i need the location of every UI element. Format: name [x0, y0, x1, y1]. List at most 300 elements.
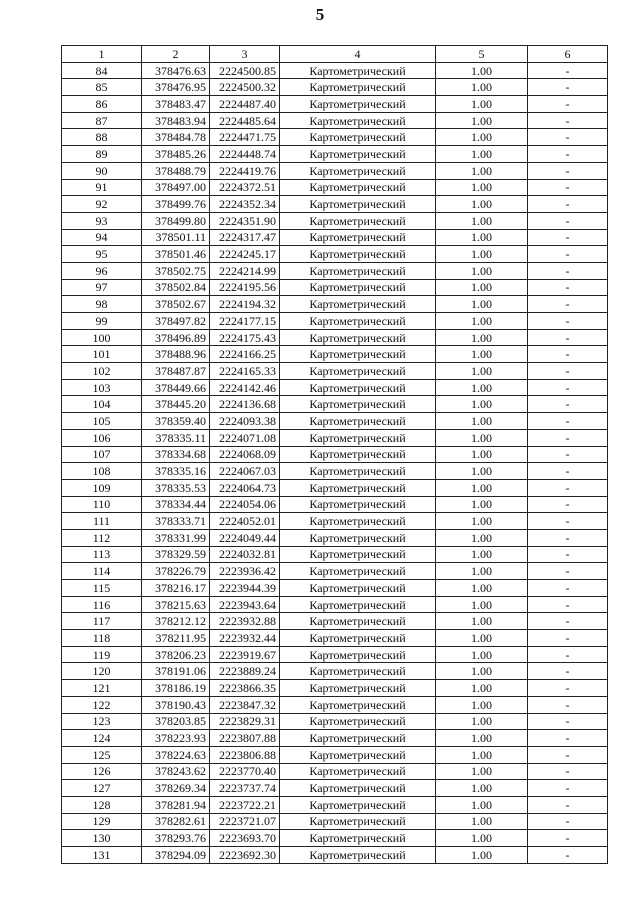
point-number-cell: 89: [62, 146, 142, 163]
y-coordinate-cell: 2223722.21: [210, 796, 280, 813]
table-row: [62, 179, 608, 196]
point-number-cell: 100: [62, 329, 142, 346]
x-coordinate-cell: 378243.62: [142, 763, 210, 780]
table-row: [62, 513, 608, 530]
note-cell: -: [528, 780, 608, 797]
x-coordinate-cell: 378488.79: [142, 162, 210, 179]
table-row: [62, 396, 608, 413]
table-row: [62, 813, 608, 830]
accuracy-cell: 1.00: [436, 496, 528, 513]
note-cell: -: [528, 630, 608, 647]
accuracy-cell: 1.00: [436, 162, 528, 179]
accuracy-cell: 1.00: [436, 730, 528, 747]
note-cell: -: [528, 112, 608, 129]
x-coordinate-cell: 378476.63: [142, 62, 210, 79]
point-number-cell: 112: [62, 529, 142, 546]
y-coordinate-cell: 2224194.32: [210, 296, 280, 313]
table-row: [62, 363, 608, 380]
point-number-cell: 125: [62, 746, 142, 763]
note-cell: -: [528, 279, 608, 296]
accuracy-cell: 1.00: [436, 429, 528, 446]
accuracy-cell: 1.00: [436, 680, 528, 697]
table-row: [62, 279, 608, 296]
accuracy-cell: 1.00: [436, 379, 528, 396]
point-number-cell: 102: [62, 363, 142, 380]
method-cell: Картометрический: [280, 262, 436, 279]
x-coordinate-cell: 378335.16: [142, 463, 210, 480]
method-cell: Картометрический: [280, 396, 436, 413]
point-number-cell: 131: [62, 847, 142, 864]
y-coordinate-cell: 2224071.08: [210, 429, 280, 446]
point-number-cell: 123: [62, 713, 142, 730]
x-coordinate-cell: 378483.47: [142, 96, 210, 113]
accuracy-cell: 1.00: [436, 246, 528, 263]
table-row: [62, 146, 608, 163]
table-row: [62, 696, 608, 713]
accuracy-cell: 1.00: [436, 580, 528, 597]
x-coordinate-cell: 378335.11: [142, 429, 210, 446]
x-coordinate-cell: 378496.89: [142, 329, 210, 346]
point-number-cell: 128: [62, 796, 142, 813]
table-row: [62, 429, 608, 446]
table-row: [62, 680, 608, 697]
y-coordinate-cell: 2224032.81: [210, 546, 280, 563]
accuracy-cell: 1.00: [436, 479, 528, 496]
point-number-cell: 119: [62, 646, 142, 663]
note-cell: -: [528, 429, 608, 446]
point-number-cell: 90: [62, 162, 142, 179]
note-cell: -: [528, 146, 608, 163]
note-cell: -: [528, 596, 608, 613]
method-cell: Картометрический: [280, 429, 436, 446]
x-coordinate-cell: 378212.12: [142, 613, 210, 630]
table-row: [62, 613, 608, 630]
accuracy-cell: 1.00: [436, 513, 528, 530]
point-number-cell: 114: [62, 563, 142, 580]
method-cell: Картометрический: [280, 363, 436, 380]
method-cell: Картометрический: [280, 546, 436, 563]
note-cell: -: [528, 546, 608, 563]
point-number-cell: 104: [62, 396, 142, 413]
method-cell: Картометрический: [280, 196, 436, 213]
method-cell: Картометрический: [280, 580, 436, 597]
y-coordinate-cell: 2223770.40: [210, 763, 280, 780]
method-cell: Картометрический: [280, 246, 436, 263]
table-row: [62, 463, 608, 480]
point-number-cell: 129: [62, 813, 142, 830]
point-number-cell: 111: [62, 513, 142, 530]
note-cell: -: [528, 796, 608, 813]
note-cell: -: [528, 96, 608, 113]
note-cell: -: [528, 646, 608, 663]
table-row: [62, 229, 608, 246]
y-coordinate-cell: 2224500.85: [210, 62, 280, 79]
table-row: [62, 96, 608, 113]
y-coordinate-cell: 2224352.34: [210, 196, 280, 213]
method-cell: Картометрический: [280, 296, 436, 313]
accuracy-cell: 1.00: [436, 646, 528, 663]
point-number-cell: 130: [62, 830, 142, 847]
method-cell: Картометрический: [280, 129, 436, 146]
x-coordinate-cell: 378483.94: [142, 112, 210, 129]
method-cell: Картометрический: [280, 479, 436, 496]
y-coordinate-cell: 2224471.75: [210, 129, 280, 146]
table-row: [62, 479, 608, 496]
x-coordinate-cell: 378488.96: [142, 346, 210, 363]
method-cell: Картометрический: [280, 346, 436, 363]
note-cell: -: [528, 129, 608, 146]
accuracy-cell: 1.00: [436, 413, 528, 430]
note-cell: -: [528, 79, 608, 96]
x-coordinate-cell: 378445.20: [142, 396, 210, 413]
accuracy-cell: 1.00: [436, 563, 528, 580]
point-number-cell: 97: [62, 279, 142, 296]
note-cell: -: [528, 246, 608, 263]
note-cell: -: [528, 663, 608, 680]
y-coordinate-cell: 2223721.07: [210, 813, 280, 830]
point-number-cell: 124: [62, 730, 142, 747]
y-coordinate-cell: 2223932.44: [210, 630, 280, 647]
accuracy-cell: 1.00: [436, 847, 528, 864]
column-header-3: 3: [210, 46, 280, 63]
point-number-cell: 127: [62, 780, 142, 797]
point-number-cell: 118: [62, 630, 142, 647]
table-row: [62, 830, 608, 847]
note-cell: -: [528, 696, 608, 713]
table-row: [62, 663, 608, 680]
accuracy-cell: 1.00: [436, 813, 528, 830]
table-row: [62, 713, 608, 730]
method-cell: Картометрический: [280, 529, 436, 546]
y-coordinate-cell: 2223737.74: [210, 780, 280, 797]
method-cell: Картометрический: [280, 279, 436, 296]
method-cell: Картометрический: [280, 379, 436, 396]
table-row: [62, 796, 608, 813]
method-cell: Картометрический: [280, 563, 436, 580]
point-number-cell: 88: [62, 129, 142, 146]
y-coordinate-cell: 2224068.09: [210, 446, 280, 463]
column-header-2: 2: [142, 46, 210, 63]
x-coordinate-cell: 378206.23: [142, 646, 210, 663]
point-number-cell: 126: [62, 763, 142, 780]
note-cell: -: [528, 363, 608, 380]
note-cell: -: [528, 680, 608, 697]
x-coordinate-cell: 378449.66: [142, 379, 210, 396]
method-cell: Картометрический: [280, 830, 436, 847]
y-coordinate-cell: 2223829.31: [210, 713, 280, 730]
point-number-cell: 84: [62, 62, 142, 79]
note-cell: -: [528, 463, 608, 480]
x-coordinate-cell: 378269.34: [142, 780, 210, 797]
method-cell: Картометрический: [280, 630, 436, 647]
table-row: [62, 112, 608, 129]
accuracy-cell: 1.00: [436, 396, 528, 413]
point-number-cell: 95: [62, 246, 142, 263]
point-number-cell: 107: [62, 446, 142, 463]
method-cell: Картометрический: [280, 79, 436, 96]
y-coordinate-cell: 2224165.33: [210, 363, 280, 380]
note-cell: -: [528, 296, 608, 313]
y-coordinate-cell: 2223943.64: [210, 596, 280, 613]
x-coordinate-cell: 378203.85: [142, 713, 210, 730]
note-cell: -: [528, 613, 608, 630]
table-row: [62, 630, 608, 647]
coordinates-table: [61, 45, 608, 864]
note-cell: -: [528, 580, 608, 597]
column-header-6: 6: [528, 46, 608, 63]
note-cell: -: [528, 162, 608, 179]
note-cell: -: [528, 62, 608, 79]
accuracy-cell: 1.00: [436, 262, 528, 279]
y-coordinate-cell: 2224136.68: [210, 396, 280, 413]
accuracy-cell: 1.00: [436, 546, 528, 563]
table-row: [62, 529, 608, 546]
table-row: [62, 746, 608, 763]
accuracy-cell: 1.00: [436, 713, 528, 730]
table-row: [62, 446, 608, 463]
y-coordinate-cell: 2223932.88: [210, 613, 280, 630]
table-row: [62, 379, 608, 396]
note-cell: -: [528, 730, 608, 747]
note-cell: -: [528, 329, 608, 346]
method-cell: Картометрический: [280, 496, 436, 513]
y-coordinate-cell: 2224175.43: [210, 329, 280, 346]
table-row: [62, 162, 608, 179]
y-coordinate-cell: 2223866.35: [210, 680, 280, 697]
y-coordinate-cell: 2224372.51: [210, 179, 280, 196]
x-coordinate-cell: 378497.82: [142, 313, 210, 330]
accuracy-cell: 1.00: [436, 279, 528, 296]
y-coordinate-cell: 2224500.32: [210, 79, 280, 96]
point-number-cell: 86: [62, 96, 142, 113]
method-cell: Картометрический: [280, 596, 436, 613]
point-number-cell: 106: [62, 429, 142, 446]
accuracy-cell: 1.00: [436, 62, 528, 79]
y-coordinate-cell: 2224485.64: [210, 112, 280, 129]
point-number-cell: 87: [62, 112, 142, 129]
y-coordinate-cell: 2224195.56: [210, 279, 280, 296]
x-coordinate-cell: 378215.63: [142, 596, 210, 613]
x-coordinate-cell: 378226.79: [142, 563, 210, 580]
x-coordinate-cell: 378329.59: [142, 546, 210, 563]
accuracy-cell: 1.00: [436, 696, 528, 713]
method-cell: Картометрический: [280, 780, 436, 797]
table-row: [62, 79, 608, 96]
note-cell: -: [528, 396, 608, 413]
method-cell: Картометрический: [280, 813, 436, 830]
table-row: [62, 262, 608, 279]
point-number-cell: 103: [62, 379, 142, 396]
accuracy-cell: 1.00: [436, 346, 528, 363]
method-cell: Картометрический: [280, 613, 436, 630]
x-coordinate-cell: 378281.94: [142, 796, 210, 813]
x-coordinate-cell: 378282.61: [142, 813, 210, 830]
point-number-cell: 110: [62, 496, 142, 513]
point-number-cell: 117: [62, 613, 142, 630]
y-coordinate-cell: 2223806.88: [210, 746, 280, 763]
x-coordinate-cell: 378293.76: [142, 830, 210, 847]
method-cell: Картометрический: [280, 229, 436, 246]
table-row: [62, 129, 608, 146]
x-coordinate-cell: 378485.26: [142, 146, 210, 163]
y-coordinate-cell: 2223919.67: [210, 646, 280, 663]
note-cell: -: [528, 479, 608, 496]
x-coordinate-cell: 378335.53: [142, 479, 210, 496]
method-cell: Картометрический: [280, 313, 436, 330]
x-coordinate-cell: 378499.76: [142, 196, 210, 213]
method-cell: Картометрический: [280, 146, 436, 163]
x-coordinate-cell: 378334.68: [142, 446, 210, 463]
method-cell: Картометрический: [280, 646, 436, 663]
accuracy-cell: 1.00: [436, 179, 528, 196]
method-cell: Картометрический: [280, 179, 436, 196]
point-number-cell: 101: [62, 346, 142, 363]
table-row: [62, 196, 608, 213]
accuracy-cell: 1.00: [436, 529, 528, 546]
y-coordinate-cell: 2224166.25: [210, 346, 280, 363]
point-number-cell: 99: [62, 313, 142, 330]
accuracy-cell: 1.00: [436, 796, 528, 813]
y-coordinate-cell: 2223693.70: [210, 830, 280, 847]
x-coordinate-cell: 378333.71: [142, 513, 210, 530]
note-cell: -: [528, 379, 608, 396]
accuracy-cell: 1.00: [436, 363, 528, 380]
accuracy-cell: 1.00: [436, 79, 528, 96]
table-row: [62, 313, 608, 330]
y-coordinate-cell: 2224351.90: [210, 212, 280, 229]
accuracy-cell: 1.00: [436, 630, 528, 647]
point-number-cell: 91: [62, 179, 142, 196]
method-cell: Картометрический: [280, 847, 436, 864]
x-coordinate-cell: 378502.67: [142, 296, 210, 313]
table-row: [62, 646, 608, 663]
x-coordinate-cell: 378186.19: [142, 680, 210, 697]
method-cell: Картометрический: [280, 513, 436, 530]
method-cell: Картометрический: [280, 329, 436, 346]
note-cell: -: [528, 746, 608, 763]
point-number-cell: 96: [62, 262, 142, 279]
y-coordinate-cell: 2223936.42: [210, 563, 280, 580]
table-row: [62, 329, 608, 346]
table-row: [62, 296, 608, 313]
accuracy-cell: 1.00: [436, 112, 528, 129]
accuracy-cell: 1.00: [436, 463, 528, 480]
method-cell: Картометрический: [280, 696, 436, 713]
x-coordinate-cell: 378497.00: [142, 179, 210, 196]
method-cell: Картометрический: [280, 162, 436, 179]
note-cell: -: [528, 847, 608, 864]
x-coordinate-cell: 378331.99: [142, 529, 210, 546]
accuracy-cell: 1.00: [436, 313, 528, 330]
y-coordinate-cell: 2224214.99: [210, 262, 280, 279]
method-cell: Картометрический: [280, 730, 436, 747]
point-number-cell: 85: [62, 79, 142, 96]
y-coordinate-cell: 2224487.40: [210, 96, 280, 113]
method-cell: Картометрический: [280, 713, 436, 730]
table-row: [62, 730, 608, 747]
accuracy-cell: 1.00: [436, 663, 528, 680]
point-number-cell: 116: [62, 596, 142, 613]
method-cell: Картометрический: [280, 212, 436, 229]
table-row: [62, 780, 608, 797]
accuracy-cell: 1.00: [436, 596, 528, 613]
note-cell: -: [528, 212, 608, 229]
y-coordinate-cell: 2224054.06: [210, 496, 280, 513]
table-row: [62, 763, 608, 780]
x-coordinate-cell: 378476.95: [142, 79, 210, 96]
method-cell: Картометрический: [280, 680, 436, 697]
y-coordinate-cell: 2224317.47: [210, 229, 280, 246]
y-coordinate-cell: 2223889.24: [210, 663, 280, 680]
y-coordinate-cell: 2224067.03: [210, 463, 280, 480]
y-coordinate-cell: 2224052.01: [210, 513, 280, 530]
method-cell: Картометрический: [280, 446, 436, 463]
method-cell: Картометрический: [280, 663, 436, 680]
table-row: [62, 546, 608, 563]
y-coordinate-cell: 2224142.46: [210, 379, 280, 396]
x-coordinate-cell: 378223.93: [142, 730, 210, 747]
accuracy-cell: 1.00: [436, 746, 528, 763]
note-cell: -: [528, 313, 608, 330]
method-cell: Картометрический: [280, 413, 436, 430]
page-number: 5: [315, 5, 325, 24]
accuracy-cell: 1.00: [436, 129, 528, 146]
x-coordinate-cell: 378501.11: [142, 229, 210, 246]
x-coordinate-cell: 378294.09: [142, 847, 210, 864]
x-coordinate-cell: 378487.87: [142, 363, 210, 380]
column-header-4: 4: [280, 46, 436, 63]
y-coordinate-cell: 2224448.74: [210, 146, 280, 163]
note-cell: -: [528, 446, 608, 463]
y-coordinate-cell: 2223692.30: [210, 847, 280, 864]
note-cell: -: [528, 713, 608, 730]
y-coordinate-cell: 2224245.17: [210, 246, 280, 263]
table-row: [62, 563, 608, 580]
x-coordinate-cell: 378190.43: [142, 696, 210, 713]
x-coordinate-cell: 378334.44: [142, 496, 210, 513]
table-row: [62, 580, 608, 597]
note-cell: -: [528, 179, 608, 196]
method-cell: Картометрический: [280, 112, 436, 129]
point-number-cell: 93: [62, 212, 142, 229]
x-coordinate-cell: 378216.17: [142, 580, 210, 597]
point-number-cell: 113: [62, 546, 142, 563]
note-cell: -: [528, 262, 608, 279]
method-cell: Картометрический: [280, 463, 436, 480]
table-row: [62, 246, 608, 263]
table-row: [62, 847, 608, 864]
x-coordinate-cell: 378191.06: [142, 663, 210, 680]
method-cell: Картометрический: [280, 96, 436, 113]
table-row: [62, 496, 608, 513]
table-row: [62, 346, 608, 363]
accuracy-cell: 1.00: [436, 830, 528, 847]
accuracy-cell: 1.00: [436, 613, 528, 630]
note-cell: -: [528, 813, 608, 830]
point-number-cell: 105: [62, 413, 142, 430]
x-coordinate-cell: 378224.63: [142, 746, 210, 763]
accuracy-cell: 1.00: [436, 196, 528, 213]
accuracy-cell: 1.00: [436, 212, 528, 229]
x-coordinate-cell: 378499.80: [142, 212, 210, 229]
table-row: [62, 62, 608, 79]
accuracy-cell: 1.00: [436, 146, 528, 163]
method-cell: Картометрический: [280, 62, 436, 79]
note-cell: -: [528, 513, 608, 530]
y-coordinate-cell: 2224049.44: [210, 529, 280, 546]
column-header-1: 1: [62, 46, 142, 63]
x-coordinate-cell: 378484.78: [142, 129, 210, 146]
